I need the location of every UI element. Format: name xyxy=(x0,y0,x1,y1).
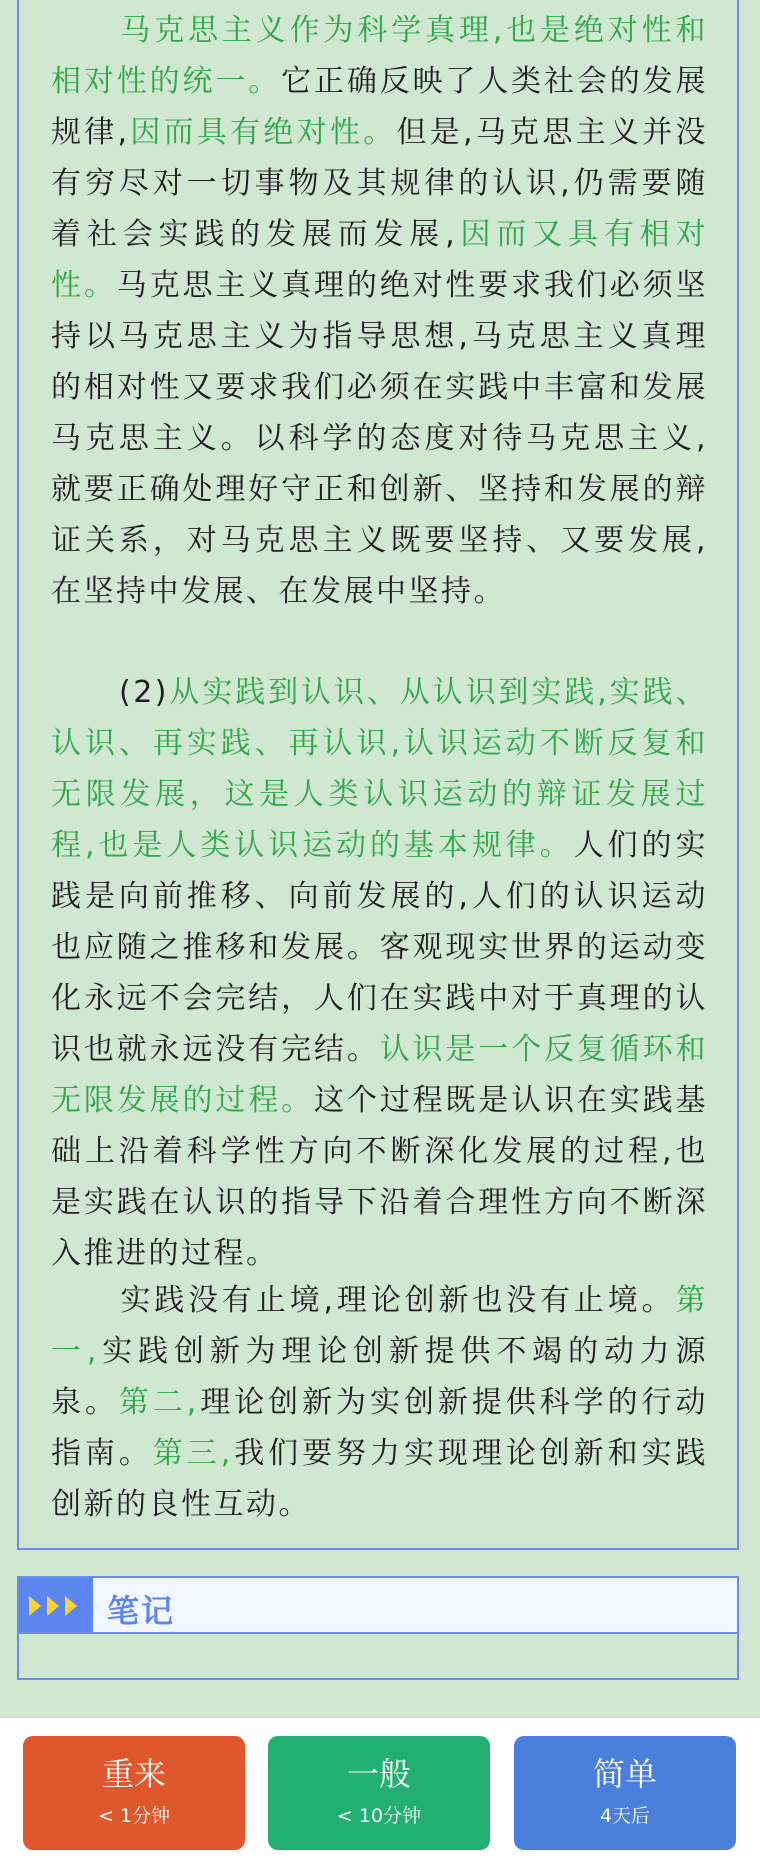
note-header[interactable] xyxy=(19,1578,737,1634)
easy-interval: 4天后 xyxy=(599,1805,651,1827)
good-label: 一般 xyxy=(346,1755,411,1793)
easy-button[interactable] xyxy=(514,1736,736,1850)
note-section xyxy=(17,1576,739,1680)
highlight-text: 从实践到认识、从认识到实践,实践、认识、再实践、再认识,认识运动不断反复和无限发展，这是人类认识运动的辩证发展过程,也是人类认识运动的基本规律。 xyxy=(51,675,708,863)
answer-bar xyxy=(0,1718,760,1859)
triple-arrow-icon xyxy=(29,1594,83,1618)
highlight-text: 第一, xyxy=(51,1283,708,1369)
body-text: (2) xyxy=(119,675,169,710)
body-text: 实践没有止境,理论创新也没有止境。 xyxy=(119,1283,676,1318)
highlight-text: 马克思主义作为科学真理,也是绝对性和相对性的统一。 xyxy=(51,13,708,99)
body-text: 人们的实践是向前推移、向前发展的,人们的认识运动也应随之推移和发展。客观现实世界的运动变化永远不会完结，人们在实践中对于真理的认识也就永远没有完结。 xyxy=(51,828,708,1067)
highlight-text: 因而又具有相对性。 xyxy=(51,217,709,303)
paragraph-practice-cognition xyxy=(51,667,708,1279)
body-text: 理论创新为实创新提供科学的行动指南。 xyxy=(51,1385,709,1471)
highlight-text: 因而具有绝对性。 xyxy=(129,115,397,150)
again-interval: < 1分钟 xyxy=(97,1805,171,1827)
easy-label: 简单 xyxy=(592,1755,657,1793)
again-label: 重来 xyxy=(101,1755,166,1793)
highlight-text: 第三, xyxy=(152,1436,233,1471)
good-interval: < 10分钟 xyxy=(336,1805,422,1827)
body-text: 马克思主义真理的绝对性要求我们必须坚持以马克思主义为指导思想,马克思主义真理的相对性又要求我们必须在实践中丰富和发展马克思主义。以科学的态度对待马克思主义,就要正确处理好守正和创新、坚持和发展的辩证关系，对马克思主义既要坚持、又要发展,在坚持中发展、在发展中坚持。 xyxy=(51,268,709,609)
body-text: 它正确反映了人类社会的发展规律, xyxy=(51,64,709,150)
again-button[interactable] xyxy=(23,1736,245,1850)
note-tab xyxy=(19,1578,93,1632)
highlight-text: 认识是一个反复循环和无限发展的过程。 xyxy=(51,1032,709,1118)
note-title: 笔记 xyxy=(107,1592,176,1630)
body-text: 但是,马克思主义并没有穷尽对一切事物及其规律的认识,仍需要随着社会实践的发展而发展, xyxy=(51,115,708,252)
body-text: 实践创新为理论创新提供不竭的动力源泉。 xyxy=(51,1334,708,1420)
body-text: 我们要努力实现理论创新和实践创新的良性互动。 xyxy=(51,1436,709,1522)
paragraph-innovation xyxy=(51,1275,708,1530)
good-button[interactable] xyxy=(268,1736,490,1850)
paragraph-absolute-relative xyxy=(51,5,708,617)
highlight-text: 第二, xyxy=(118,1385,199,1420)
body-text: 这个过程既是认识在实践基础上沿着科学性方向不断深化发展的过程,也是实践在认识的指导下沿着合理性方向不断深入推进的过程。 xyxy=(51,1083,709,1271)
